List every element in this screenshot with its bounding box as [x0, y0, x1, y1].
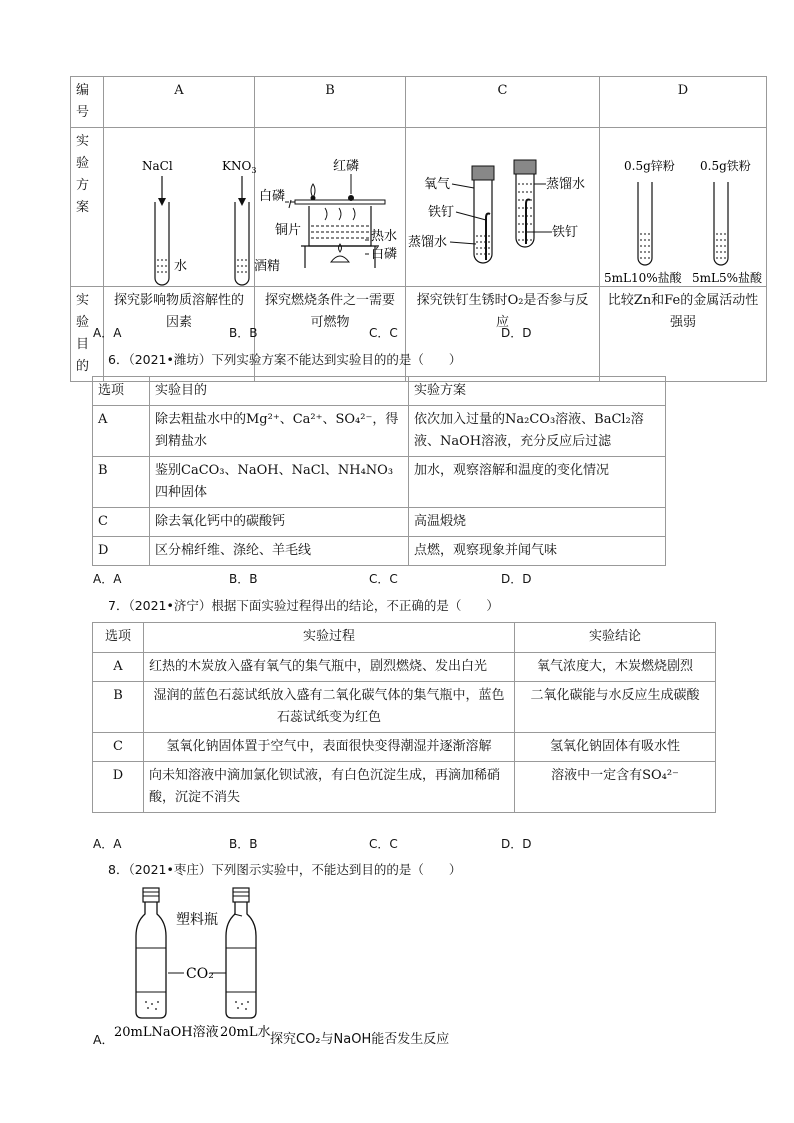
q6-table [92, 376, 666, 566]
q7-option-c[interactable]: C．C [369, 837, 398, 851]
q6-title: 6．（2021•潍坊）下列实验方案不能达到实验目的的是（ ） [108, 352, 462, 367]
q7-option-b[interactable]: B．B [229, 837, 258, 851]
q5-option-d[interactable]: D．D [501, 326, 532, 340]
q7-row-a-option: A [93, 653, 144, 682]
q7-row-d-option: D [93, 762, 144, 813]
q5-head-c: C [406, 77, 600, 128]
fig-c-water-2-label: 蒸馏水 [546, 177, 586, 192]
q6-option-d[interactable]: D．D [501, 572, 532, 586]
fig-b-white-phosphorus-label: 白磷 [259, 189, 286, 204]
fig-b-combustion-diagram [255, 128, 405, 278]
fig-c-nail-1-label: 铁钉 [428, 205, 455, 220]
q5-head-d: D [600, 77, 767, 128]
fig-d-zn-label: 0.5g锌粉 [624, 159, 675, 173]
q8-option-a-prefix: A． [93, 1032, 115, 1047]
q7-row-d-process: 向未知溶液中滴加氯化钡试液，有白色沉淀生成，再滴加稀硝酸，沉淀不消失 [144, 762, 515, 813]
q5-fig-d [600, 128, 767, 287]
fig-a-alcohol-label: 酒精 [254, 259, 281, 274]
table-row [93, 762, 716, 813]
fig-d-fe-label: 0.5g铁粉 [700, 159, 751, 173]
q8-option-a-text: 探究CO₂与NaOH能否发生反应 [270, 1032, 450, 1047]
q5-row-scheme-label: 实验方案 [71, 128, 104, 287]
q8-naoh-label: 20mLNaOH溶液 [114, 1025, 219, 1040]
q8-option-a[interactable] [93, 1030, 114, 1048]
fig-b-copper-label: 铜片 [275, 223, 302, 238]
q6-header-option: 选项 [93, 377, 150, 406]
fig-d-hcl-10-label: 5mL10%盐酸 [604, 271, 682, 285]
q7-row-b-process: 湿润的蓝色石蕊试纸放入盛有二氧化碳气体的集气瓶中，蓝色石蕊试纸变为红色 [144, 682, 515, 733]
fig-a-tube-left [155, 202, 169, 285]
q7-row-c-result: 氢氧化钠固体有吸水性 [515, 733, 716, 762]
q7-row-b-result: 二氧化碳能与水反应生成碳酸 [515, 682, 716, 733]
fig-d-hcl-5-label: 5mL5%盐酸 [692, 271, 763, 285]
q5-option-b[interactable]: B．B [229, 326, 258, 340]
fig-b-red-phosphorus-label: 红磷 [333, 159, 360, 174]
q7-row-c-process: 氢氧化钠固体置于空气中，表面很快变得潮湿并逐渐溶解 [144, 733, 515, 762]
fig-a-kno3-label: $KNO_3$ [222, 159, 257, 175]
q6-row-d-goal: 区分棉纤维、涤纶、羊毛线 [150, 537, 409, 566]
q8-bottles-diagram [110, 884, 280, 1039]
q6-header-goal: 实验目的 [150, 377, 409, 406]
q7-header-result: 实验结论 [515, 623, 716, 653]
q6-row-a-plan: 依次加入过量的Na₂CO₃溶液、BaCl₂溶液、NaOH溶液，充分反应后过滤 [409, 406, 666, 457]
fig-c-rust-diagram [406, 128, 599, 278]
table-row [93, 682, 716, 733]
q6-row-c-option: C [93, 508, 150, 537]
q8-bottle-label: 塑料瓶 [176, 912, 218, 928]
fig-a-water-label: 水 [174, 259, 188, 274]
q7-row-b-option: B [93, 682, 144, 733]
fig-d-metal-activity-diagram [600, 128, 766, 285]
q7-header-process: 实验过程 [144, 623, 515, 653]
q6-row-b-plan: 加水，观察溶解和温度的变化情况 [409, 457, 666, 508]
q7-table [92, 622, 716, 813]
q5-option-c[interactable]: C．C [369, 326, 398, 340]
q8-water-label: 20mL水 [220, 1025, 271, 1040]
fig-c-nail-2-label: 铁钉 [552, 225, 579, 240]
q7-row-a-result: 氧气浓度大，木炭燃烧剧烈 [515, 653, 716, 682]
q8-co2-label: CO₂ [186, 966, 214, 982]
q8-title: 8．（2021•枣庄）下列图示实验中，不能达到目的的是（ ） [108, 862, 462, 877]
q5-purpose-c: 探究铁钉生锈时O₂是否参与反应 [406, 287, 600, 382]
q5-option-a[interactable]: A．A [93, 326, 122, 340]
q7-row-c-option: C [93, 733, 144, 762]
q5-table [70, 76, 767, 382]
table-row [93, 733, 716, 762]
fig-a-nacl-label: NaCl [142, 159, 173, 173]
q6-row-a-goal: 除去粗盐水中的Mg²⁺、Ca²⁺、SO₄²⁻，得到精盐水 [150, 406, 409, 457]
q6-row-b-option: B [93, 457, 150, 508]
q7-header-option: 选项 [93, 623, 144, 653]
q5-head-a: A [104, 77, 255, 128]
q7-row-a-process: 红热的木炭放入盛有氧气的集气瓶中，剧烈燃烧、发出白光 [144, 653, 515, 682]
q6-option-a[interactable]: A．A [93, 572, 122, 586]
table-row [93, 537, 666, 566]
q5-head-b: B [255, 77, 406, 128]
q6-row-a-option: A [93, 406, 150, 457]
fig-c-water-1-label: 蒸馏水 [408, 235, 448, 250]
q6-option-b[interactable]: B．B [229, 572, 258, 586]
fig-b-white-phosphorus-2-label: 白磷 [371, 247, 398, 262]
fig-b-hot-water-label: 热水 [371, 229, 398, 244]
q5-row-purpose-label: 实验目的 [71, 287, 104, 382]
q6-header-plan: 实验方案 [409, 377, 666, 406]
q6-row-b-goal: 鉴别CaCO₃、NaOH、NaCl、NH₄NO₃四种固体 [150, 457, 409, 508]
q7-option-d[interactable]: D．D [501, 837, 532, 851]
q7-title: 7．（2021•济宁）根据下面实验过程得出的结论，不正确的是（ ） [108, 598, 499, 613]
q5-purpose-b: 探究燃烧条件之一需要可燃物 [255, 287, 406, 382]
table-row [93, 457, 666, 508]
q5-purpose-d: 比较Zn和Fe的金属活动性强弱 [600, 287, 767, 382]
table-row [93, 653, 716, 682]
q6-row-c-plan: 高温煅烧 [409, 508, 666, 537]
q6-row-c-goal: 除去氧化钙中的碳酸钙 [150, 508, 409, 537]
table-row [93, 406, 666, 457]
q6-row-d-plan: 点燃，观察现象并闻气味 [409, 537, 666, 566]
table-row [93, 508, 666, 537]
q6-row-d-option: D [93, 537, 150, 566]
q7-row-d-result: 溶液中一定含有SO₄²⁻ [515, 762, 716, 813]
q5-fig-c [406, 128, 600, 287]
q5-purpose-a: 探究影响物质溶解性的因素 [104, 287, 255, 382]
q6-option-c[interactable]: C．C [369, 572, 398, 586]
fig-c-oxygen-label: 氧气 [424, 177, 451, 192]
q5-head-label: 编号 [71, 77, 104, 128]
q7-option-a[interactable]: A．A [93, 837, 122, 851]
